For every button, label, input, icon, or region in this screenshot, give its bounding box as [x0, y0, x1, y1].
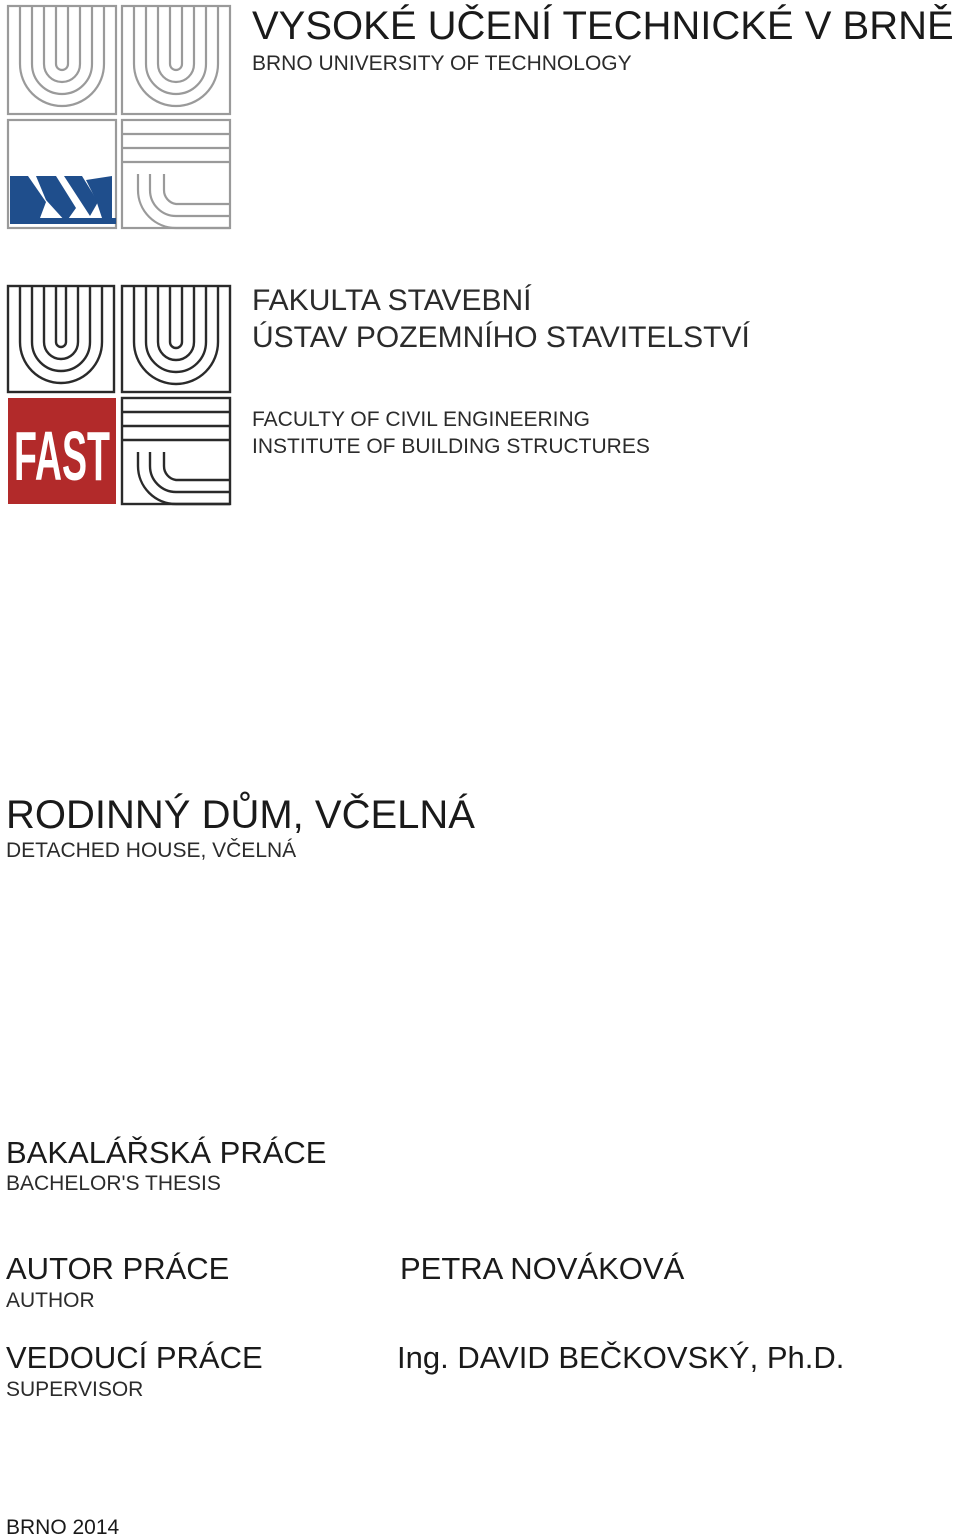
fast-logo-icon [6, 284, 232, 506]
supervisor-name: Ing. DAVID BEČKOVSKÝ, Ph.D. [397, 1340, 845, 1375]
place-year: BRNO 2014 [6, 1516, 120, 1539]
faculty-name-cz: FAKULTA STAVEBNÍ [252, 284, 532, 317]
institute-name-cz: ÚSTAV POZEMNÍHO STAVITELSTVÍ [252, 321, 750, 354]
institute-name-en: INSTITUTE OF BUILDING STRUCTURES [252, 435, 650, 458]
university-name-cz: VYSOKÉ UČENÍ TECHNICKÉ V BRNĚ [252, 4, 954, 48]
vut-logo-icon [6, 4, 232, 230]
svg-text:FAST: FAST [14, 417, 111, 495]
thesis-type-en: BACHELOR'S THESIS [6, 1172, 221, 1195]
faculty-name-en: FACULTY OF CIVIL ENGINEERING [252, 408, 591, 431]
supervisor-label-en: SUPERVISOR [6, 1378, 144, 1401]
author-label-en: AUTHOR [6, 1289, 95, 1312]
thesis-title-en: DETACHED HOUSE, VČELNÁ [6, 839, 297, 862]
university-name-en: BRNO UNIVERSITY OF TECHNOLOGY [252, 52, 632, 75]
thesis-type-cz: BAKALÁŘSKÁ PRÁCE [6, 1135, 327, 1170]
author-name: PETRA NOVÁKOVÁ [400, 1251, 685, 1286]
supervisor-label-cz: VEDOUCÍ PRÁCE [6, 1340, 263, 1375]
thesis-title-cz: RODINNÝ DŮM, VČELNÁ [6, 793, 475, 837]
author-label-cz: AUTOR PRÁCE [6, 1251, 230, 1286]
